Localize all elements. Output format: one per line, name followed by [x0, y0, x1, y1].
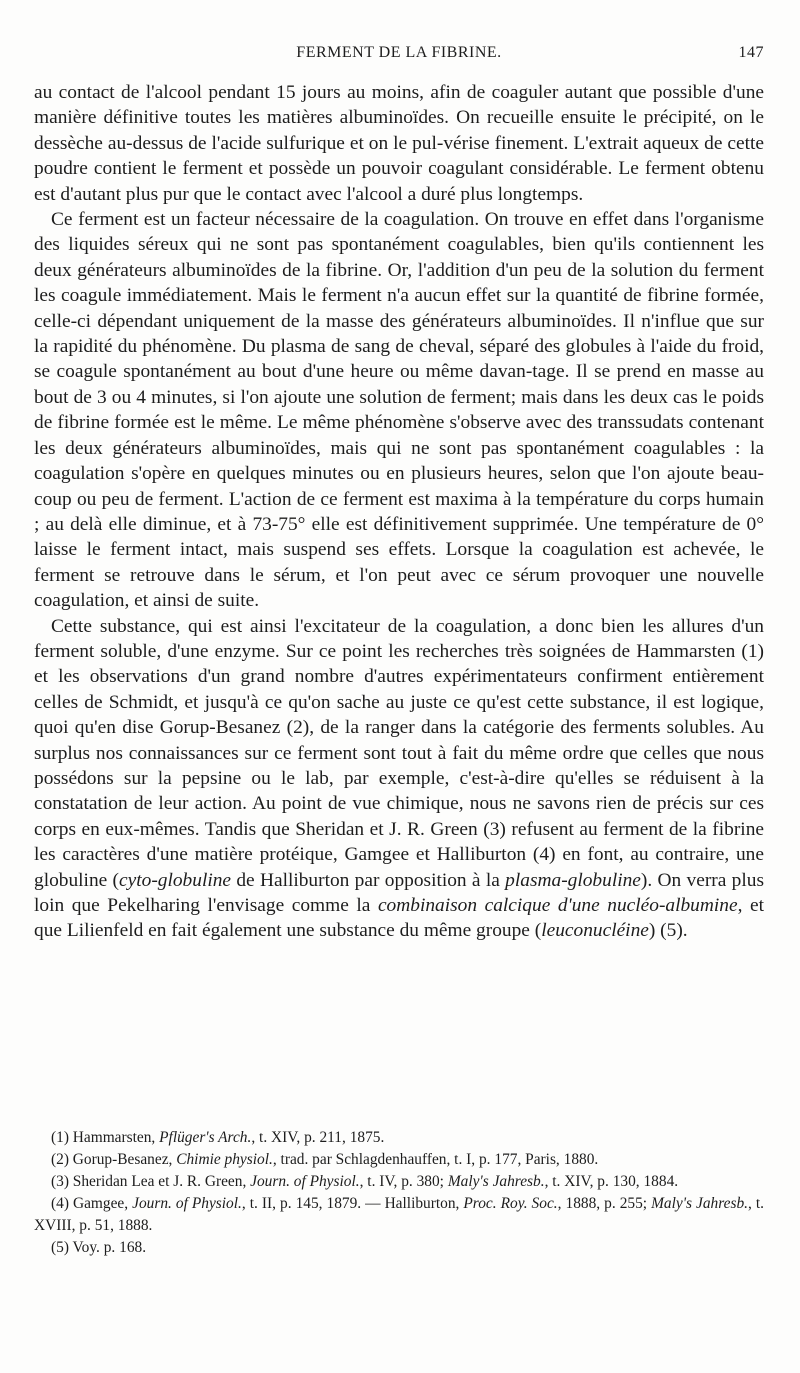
- text-run: ) (5).: [648, 920, 688, 942]
- footnotes: [34, 1127, 764, 1259]
- italic-text: Pflüger's Arch.: [159, 1129, 252, 1146]
- text-run: (4) Gamgee,: [51, 1195, 133, 1212]
- text-run: , t. II, p. 145, 1879. — Halliburton,: [241, 1195, 464, 1212]
- paragraph: [34, 207, 764, 614]
- footnote: [34, 1149, 764, 1171]
- footnote: [34, 1171, 764, 1193]
- text-run: (3) Sheridan Lea et J. R. Green,: [51, 1173, 251, 1190]
- text-run: Ce ferment est un facteur nécessaire de la coagulation. On trouve en effet dans l'organisme des liquides séreux qui ne sont pas spontanément coagulables, bien qu'ils contiennent les deux générateurs albuminoïdes de la fibrine. Or, l'addition d'un peu de la solution du ferment les coagule immédiatement. Mais le ferment n'a aucun effet sur la quantité de fibrine formée, celle-ci dépendant uniquement de la masse des générateurs albuminoïdes. Il n'influe que sur la rapidité du phénomène. Du plasma de sang de cheval, séparé des globules à l'aide du froid, se coagule spontanément au bout d'une heure ou même davan-tage. Il se prend en masse au bout de 3 ou 4 minutes, si l'on ajoute une solution de ferment; mais dans les deux cas le poids de fibrine formée est le même. Le même phénomène s'observe avec des transsudats contenant les deux générateurs albuminoïdes, mais qui ne sont pas spontanément coagulables : la coagulation s'opère en quelques minutes ou en plusieurs heures, selon que l'on ajoute beau-coup ou peu de ferment. L'action de ce ferment est maxima à la température du corps humain ; au delà elle diminue, et à 73-75° elle est définitivement supprimée. Une température de 0° laisse le ferment intact, mais suspend ses effets. Lorsque la coagulation est achevée, le ferment se retrouve dans le sérum, et l'on peut avec ce sérum provoquer une nouvelle coagulation, et ainsi de suite.: [34, 209, 764, 612]
- italic-text: Maly's Jahresb.: [651, 1195, 749, 1212]
- text-run: , t. XIV, p. 130, 1884.: [544, 1173, 679, 1190]
- text-run: (2) Gorup-Besanez,: [51, 1151, 177, 1168]
- text-run: , trad. par Schlagdenhauffen, t. I, p. 177, Paris, 1880.: [272, 1151, 599, 1168]
- italic-text: Proc. Roy. Soc.: [463, 1195, 558, 1212]
- paragraph: [34, 80, 764, 207]
- text-run: , et que Lilienfeld en fait également une substance du même groupe (: [34, 895, 764, 942]
- text-run: Cette substance, qui est ainsi l'excitateur de la coagulation, a donc bien les allures d'un ferment soluble, d'une enzyme. Sur ce point les recherches très soignées de Hammarsten (1) et les observations d'un grand nombre d'autres expérimentateurs confirment entièrement celles de Schmidt, et jusqu'à ce qu'on sache au juste ce qu'est cette substance, il est logique, quoi qu'en dise Gorup-Besanez (2), de la ranger dans la catégorie des ferments solubles. Au surplus nos connaissances sur ce ferment sont tout à fait du même ordre que celles que nous possédons sur la pepsine ou le lab, par exemple, c'est-à-dire qu'elles se réduisent à la constatation de leur action. Au point de vue chimique, nous ne savons rien de précis sur ces corps en eux-mêmes. Tandis que Sheridan et J. R. Green (3) refusent au ferment de la fibrine les caractères d'une matière protéique, Gamgee et Halliburton (4) en font, au contraire, une globuline (: [34, 615, 764, 891]
- italic-text: combinaison calcique d'une nucléo-albumine: [377, 895, 738, 916]
- running-head: [34, 44, 764, 66]
- italic-text: plasma-globuline: [505, 869, 641, 891]
- running-title: FERMENT DE LA FIBRINE.: [296, 44, 502, 61]
- footnote: [34, 1237, 764, 1259]
- italic-text: Chimie physiol.: [176, 1151, 273, 1168]
- text-run: de Halliburton par opposition à la: [231, 869, 506, 891]
- italic-text: Journ. of Physiol.: [132, 1195, 242, 1212]
- text-run: , t. XIV, p. 211, 1875.: [251, 1129, 385, 1146]
- text-run: ). On verra plus loin que Pekelharing l'envisage comme la: [34, 869, 764, 916]
- italic-text: leuconucléine: [541, 920, 649, 942]
- page-number: 147: [738, 44, 764, 61]
- footnote: [34, 1193, 764, 1237]
- italic-text: cyto-globuline: [119, 869, 232, 891]
- text-run: (1) Hammarsten,: [51, 1129, 160, 1146]
- body-text: [34, 80, 764, 944]
- italic-text: Journ. of Physiol.: [250, 1173, 360, 1190]
- footnote: [34, 1127, 764, 1149]
- text-run: , 1888, p. 255;: [557, 1195, 652, 1212]
- text-run: , t. IV, p. 380;: [359, 1173, 448, 1190]
- paragraph: [34, 614, 764, 944]
- text-run: , t. XVIII, p. 51, 1888.: [34, 1195, 765, 1234]
- text-run: (5) Voy. p. 168.: [51, 1239, 147, 1256]
- text-run: au contact de l'alcool pendant 15 jours au moins, afin de coaguler autant que possible d'une manière définitive toutes les matières albuminoïdes. On recueille ensuite le précipité, on le dessèche au-dessus de l'acide sulfurique et on le pul-vérise finement. L'extrait aqueux de cette poudre contient le ferment et possède un pouvoir coagulant considérable. Le ferment obtenu est d'autant plus pur que le contact avec l'alcool a duré plus longtemps.: [34, 82, 764, 205]
- italic-text: Maly's Jahresb.: [447, 1173, 545, 1190]
